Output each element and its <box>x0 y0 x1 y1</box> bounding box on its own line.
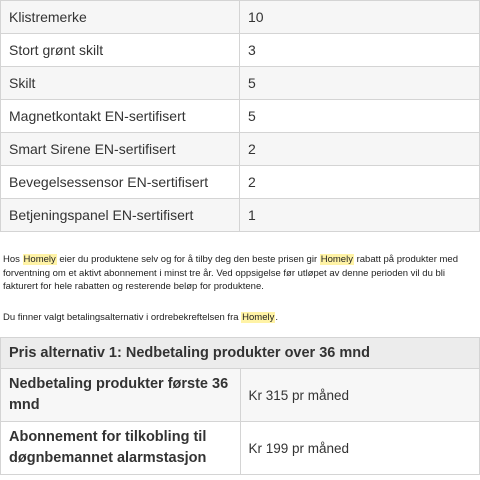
price-heading: Pris alternativ 1: Nedbetaling produkter over 36 mnd <box>1 338 480 369</box>
table-row <box>1 199 480 232</box>
product-qty: 2 <box>240 133 480 166</box>
product-name: Betjeningspanel EN-sertifisert <box>1 199 240 232</box>
table-row <box>1 369 480 422</box>
product-name: Bevegelsessensor EN-sertifisert <box>1 166 240 199</box>
paragraph-text: Du finner valgt betalingsalternativ i ordrebekreftelsen fra <box>3 312 242 323</box>
table-row <box>1 133 480 166</box>
table-row <box>1 34 480 67</box>
product-qty: 1 <box>240 199 480 232</box>
price-value: Kr 199 pr måned <box>240 422 480 475</box>
table-row <box>1 422 480 475</box>
product-name: Smart Sirene EN-sertifisert <box>1 133 240 166</box>
paragraph-text: . <box>275 312 278 323</box>
paragraph-text: eier du produktene selv og for å tilby deg den beste prisen gir <box>56 254 320 265</box>
product-name: Magnetkontakt EN-sertifisert <box>1 100 240 133</box>
product-qty: 5 <box>240 100 480 133</box>
price-table <box>0 337 480 475</box>
table-row <box>1 166 480 199</box>
paragraph-text: Hos <box>3 254 23 265</box>
table-row <box>1 100 480 133</box>
table-row <box>1 1 480 34</box>
brand-highlight: Homely <box>320 254 353 265</box>
price-table-header <box>1 338 480 369</box>
brand-highlight: Homely <box>242 312 275 323</box>
ownership-paragraph <box>3 253 473 294</box>
product-name: Klistremerke <box>1 1 240 34</box>
paragraph-text: rabatt på produkter med forventning om et aktivt abonnement i minst tre år. Ved oppsigelse før utløpet av denne perioden vil du bli fakturert for hele rabatten og resterende beløp for produktene. <box>3 254 458 292</box>
table-row <box>1 67 480 100</box>
price-label: Abonnement for tilkobling til døgnbemannet alarmstasjon <box>1 422 241 475</box>
product-name: Stort grønt skilt <box>1 34 240 67</box>
payment-paragraph <box>3 311 473 325</box>
products-table <box>0 0 480 232</box>
product-qty: 3 <box>240 34 480 67</box>
brand-highlight: Homely <box>23 254 56 265</box>
product-qty: 2 <box>240 166 480 199</box>
price-label: Nedbetaling produkter første 36 mnd <box>1 369 241 422</box>
product-qty: 5 <box>240 67 480 100</box>
product-name: Skilt <box>1 67 240 100</box>
price-value: Kr 315 pr måned <box>240 369 480 422</box>
product-qty: 10 <box>240 1 480 34</box>
